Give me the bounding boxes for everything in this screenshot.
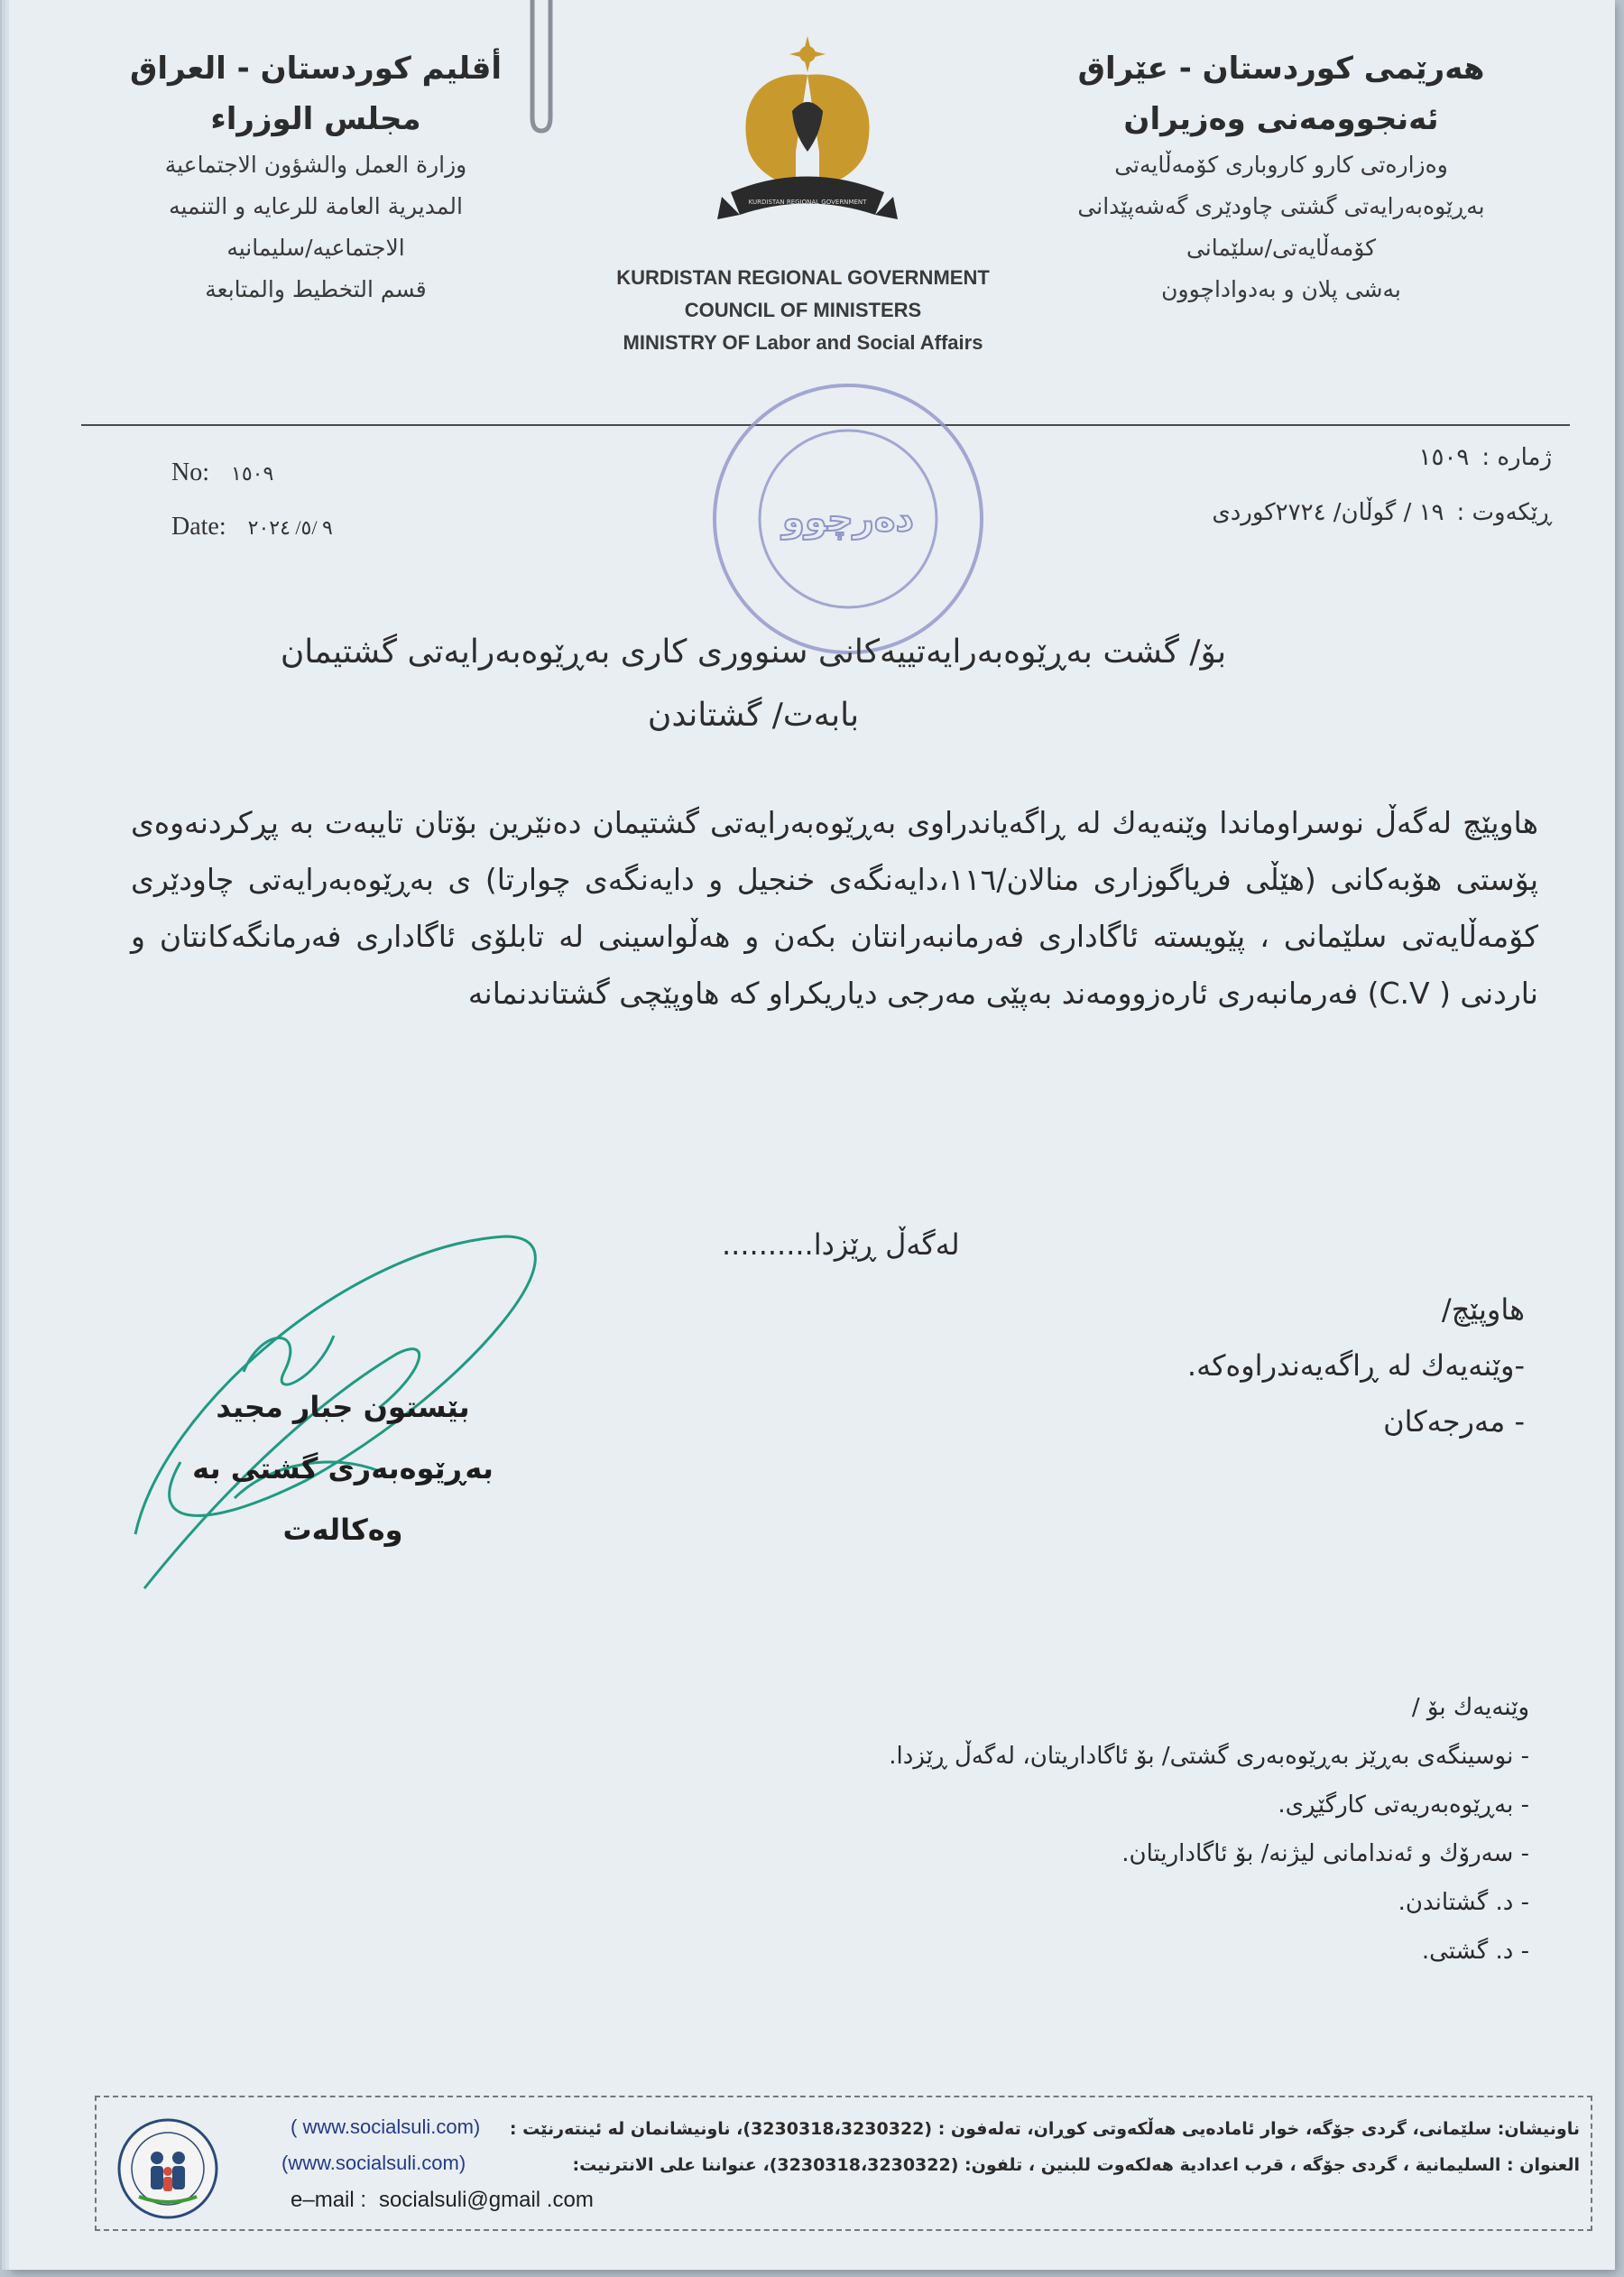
- footer-address-ku: ناونیشان: سلێمانی، گردی جۆگە، خوار ئامادەیی هەڵکەوتی کوڕان، تەلەفون : (3230318،3230322)، ناونیشانمان لە ئینتەرنێت :: [509, 2119, 1580, 2139]
- emblem-caption: KURDISTAN REGIONAL GOVERNMENT: [748, 199, 867, 206]
- website-link[interactable]: (www.socialsuli.com): [281, 2152, 466, 2174]
- ref-number-en: [171, 458, 273, 487]
- regards-line: لەگەڵ ڕێزدا..........: [722, 1227, 960, 1262]
- email-link[interactable]: socialsuli@gmail .com: [379, 2188, 594, 2212]
- ministry-line-en: MINISTRY OF Labor and Social Affairs: [623, 331, 983, 354]
- list-item: - مەرجەکان: [1383, 1404, 1525, 1439]
- signer-title: بەڕێوەبەری گشتی بە وەکالەت: [192, 1451, 494, 1547]
- signer-name: بێستون جبار مجید: [216, 1390, 470, 1424]
- header-arabic: [90, 43, 541, 310]
- list-item: - بەڕێوەبەریەتی کارگێڕی.: [1278, 1791, 1529, 1819]
- ministry-line-ar: وزارة العمل والشؤون الاجتماعية: [164, 152, 467, 178]
- list-item: -وێنەیەك لە ڕاگەیەندراوەکە.: [1186, 1348, 1525, 1383]
- ref-date-label: Date:: [171, 513, 226, 541]
- stamp-text: دەرچوو: [782, 498, 914, 540]
- ref-date-value-ku: ١٩ / گوڵان/ ٢٧٢٤کوردی: [1212, 499, 1444, 526]
- copies-list: [717, 1683, 1529, 1976]
- council-title-ar: مجلس الوزراء: [210, 101, 421, 137]
- list-item: - د. گشتی.: [1421, 1938, 1529, 1965]
- ref-date-value: ٩ /٥/ ٢٠٢٤: [247, 516, 333, 539]
- letter-body: هاوپێچ لەگەڵ نوسراوماندا وێنەیەك لە ڕاگەیاندراوی بەڕێوەبەرایەتی گشتیمان دەنێرین بۆتان تایبەت بە پڕکردنەوەی پۆستی هۆبەکانی (هێڵی فریاگوزاری منالان/١١٦،دایەنگەی خنجیل و دایەنگەی چوارتا) ی بەڕێوەبەرایەتی چاودێری کۆمەڵایەتی سلێمانی ، پێویستە ئاگاداری فەرمانبەرانتان بکەن و هەڵواسینی لە تابلۆی ئاگاداری فەرمانگەکانتان و ناردنی ( C.V) فەرمانبەری ئارەزوومەند بەپێی مەرجی دیاریکراو کە هاوپێچی گشتاندنمانە: [131, 805, 1539, 1011]
- outgoing-stamp: [708, 379, 988, 659]
- ref-date-label-ku: ڕێکەوت :: [1456, 499, 1552, 526]
- header-kurdish: [1029, 43, 1534, 310]
- ref-number-label: No:: [171, 458, 209, 486]
- department-line-ar: قسم التخطيط والمتابعة: [205, 276, 427, 302]
- city-line-ku: کۆمەڵایەتی/سلێمانی: [1186, 235, 1377, 261]
- signer-block: [144, 1376, 541, 1560]
- attachments-list: [1020, 1282, 1525, 1449]
- email-line: [291, 2188, 594, 2213]
- ministry-line-ku: وەزارەتی کارو کاروباری کۆمەڵایەتی: [1114, 152, 1448, 178]
- ref-date-ku: [1212, 499, 1552, 526]
- council-line-en: COUNCIL OF MINISTERS: [684, 299, 922, 321]
- ref-number-label-ku: ژمارە :: [1481, 444, 1552, 471]
- department-line-ku: بەشی پلان و بەدواداچوون: [1161, 276, 1401, 302]
- list-item: - د. گشتاندن.: [1398, 1889, 1529, 1916]
- letter-page: [9, 0, 1615, 2270]
- city-line-ar: الاجتماعيه/سليمانيه: [226, 235, 405, 261]
- copies-title: وێنەیەك بۆ /: [1411, 1694, 1529, 1721]
- list-item: - نوسینگەی بەڕێز بەڕێوەبەری گشتی/ بۆ ئاگاداریتان، لەگەڵ ڕێزدا.: [889, 1743, 1529, 1770]
- email-label: e–mail :: [291, 2188, 367, 2212]
- region-title-ar: أقليم كوردستان - العراق: [130, 51, 502, 87]
- list-item: - سەرۆك و ئەندامانی لیژنە/ بۆ ئاگاداریتان.: [1121, 1840, 1529, 1867]
- letter-heading: [144, 621, 1362, 747]
- directorate-logo-icon: [116, 2117, 220, 2221]
- directorate-line-ku: بەڕێوەبەرایەتی گشتی چاودێری گەشەپێدانی: [1077, 193, 1485, 219]
- ref-date-en: [171, 513, 333, 541]
- ref-number-ku: [1419, 444, 1552, 471]
- subject-line: بابەت/ گشتاندن: [647, 697, 860, 734]
- council-title-ku: ئەنجوومەنی وەزیران: [1123, 101, 1439, 137]
- footer-address-ar: العنوان : السليمانية ، گردی جۆگە ، قرب اعدادية هەلكەوت للبنين ، تلفون: (3230318،3230322)، عنواننا على الانترنيت:: [572, 2155, 1580, 2175]
- krg-line-en: KURDISTAN REGIONAL GOVERNMENT: [616, 266, 990, 289]
- directorate-line-ar: المديرية العامة للرعايه و التنميه: [169, 193, 463, 219]
- website-link[interactable]: ( www.socialsuli.com): [291, 2115, 481, 2138]
- recipient-line: بۆ/ گشت بەڕێوەبەرایەتییەکانی سنووری کاری بەڕێوەبەرایەتی گشتیمان: [280, 634, 1227, 671]
- ref-number-value-ku: ١٥٠٩: [1418, 444, 1470, 471]
- ref-number-value: ١٥٠٩: [231, 462, 274, 485]
- krg-emblem-icon: [695, 34, 920, 242]
- header-english: [568, 262, 1038, 359]
- region-title-ku: هەرێمی کوردستان - عێراق: [1077, 51, 1485, 87]
- attachments-title: هاوپێچ/: [1441, 1292, 1525, 1327]
- footer-address: [95, 2096, 1592, 2231]
